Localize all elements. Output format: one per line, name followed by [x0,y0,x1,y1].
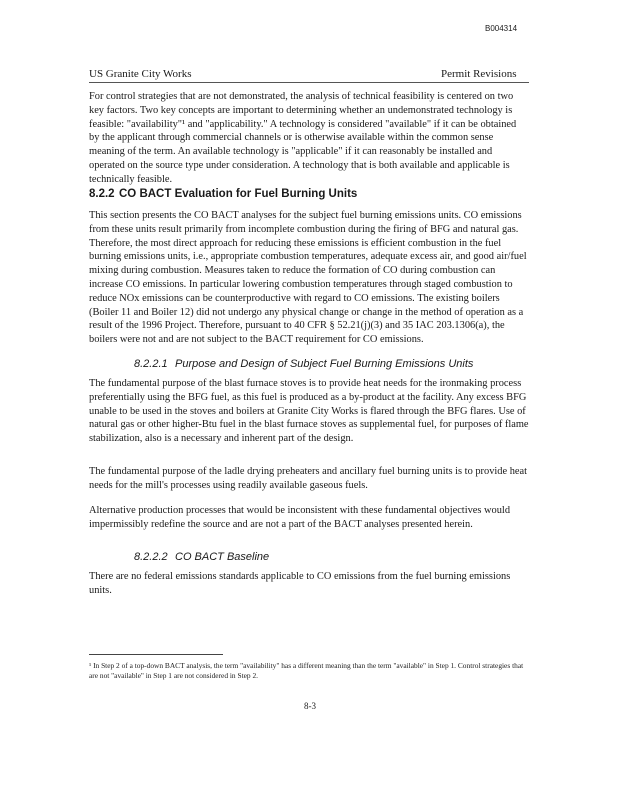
paragraph-blast-furnace-purpose: The fundamental purpose of the blast furnace stoves is to provide heat needs for the ironmaking process preferentially using the BFG fuel, as this fuel is produced as a by-product at the facility. Any excess BFG unable to be used in the stoves and boilers at Granite City Works is flared through the BFG flares. Use of natural gas or other higher-Btu fuel in the blast furnace stoves as supplemental fuel, for purposes of flame stabilization, also is a necessary and inherent part of the design. [89,378,529,445]
subsection-number: 8.2.2.1 [134,358,168,370]
footnote: ¹ In Step 2 of a top-down BACT analysis, the term "availability" has a different meaning than the term "available" in Step 1. Control strategies that are not "available" in Step 1 are not considered in Step 2. [89,661,524,680]
subsection-heading-purpose [134,358,473,370]
document-id: B004314 [485,24,518,33]
header-facility-name: US Granite City Works [89,68,192,80]
section-number: 8.2.2 [89,188,115,200]
subsection-heading-baseline [134,551,269,563]
paragraph-co-bact-analysis: This section presents the CO BACT analyses for the subject fuel burning emissions units. CO emissions from these units result primarily from incomplete combustion during the firing of BFG and natural gas. Therefore, the most direct approach for reducing these emissions is efficient combustion in the fuel burning emissions units, i.e., appropriate combustion temperatures, adequate excess air, and good air/fuel mixing during combustion. Measures taken to reduce the formation of CO during combustion can increase CO emissions. In particular lowering combustion temperatures through staged combustion to reduce NOx emissions can be counterproductive with regard to CO emissions. The existing boilers (Boiler 11 and Boiler 12) did not undergo any physical change or change in the method of operation as a result of the 1996 Project. Therefore, pursuant to 40 CFR § 52.21(j)(3) and 35 IAC 203.1306(a), the boilers were not and are not subject to the BACT requirement for CO emissions. [89,210,527,346]
section-title: CO BACT Evaluation for Fuel Burning Units [119,188,358,200]
header-rule [89,82,529,83]
paragraph-alternative-processes: Alternative production processes that would be inconsistent with these fundamental objectives would impermissibly redefine the source and are not a part of the BACT analyses presented herein. [89,505,511,530]
subsection-number: 8.2.2.2 [134,551,168,563]
footnote-separator [89,654,223,655]
page-number: 8-3 [304,701,316,711]
paragraph-baseline: There are no federal emissions standards applicable to CO emissions from the fuel burning emissions units. [89,571,511,596]
subsection-title: CO BACT Baseline [175,551,270,563]
section-heading-co-bact [89,188,357,200]
paragraph-technical-feasibility: For control strategies that are not demonstrated, the analysis of technical feasibility is centered on two key factors. Two key concepts are important to determining whether an undemonstrated technology is feasible: "availability"¹ and "applicability." A technology is considered "available" if it can be obtained by the applicant through commercial channels or is otherwise available within the common sense meaning of the term. An available technology is "applicable" if it can reasonably be installed and operated on the source type under consideration. A technology that is both available and applicable is technically feasible. [89,91,517,185]
header-document-title: Permit Revisions [441,68,517,80]
subsection-title: Purpose and Design of Subject Fuel Burning Emissions Units [175,358,474,370]
paragraph-ladle-drying-purpose: The fundamental purpose of the ladle drying preheaters and ancillary fuel burning units is to provide heat needs for the mill's processes using readily available gaseous fuels. [89,466,527,491]
